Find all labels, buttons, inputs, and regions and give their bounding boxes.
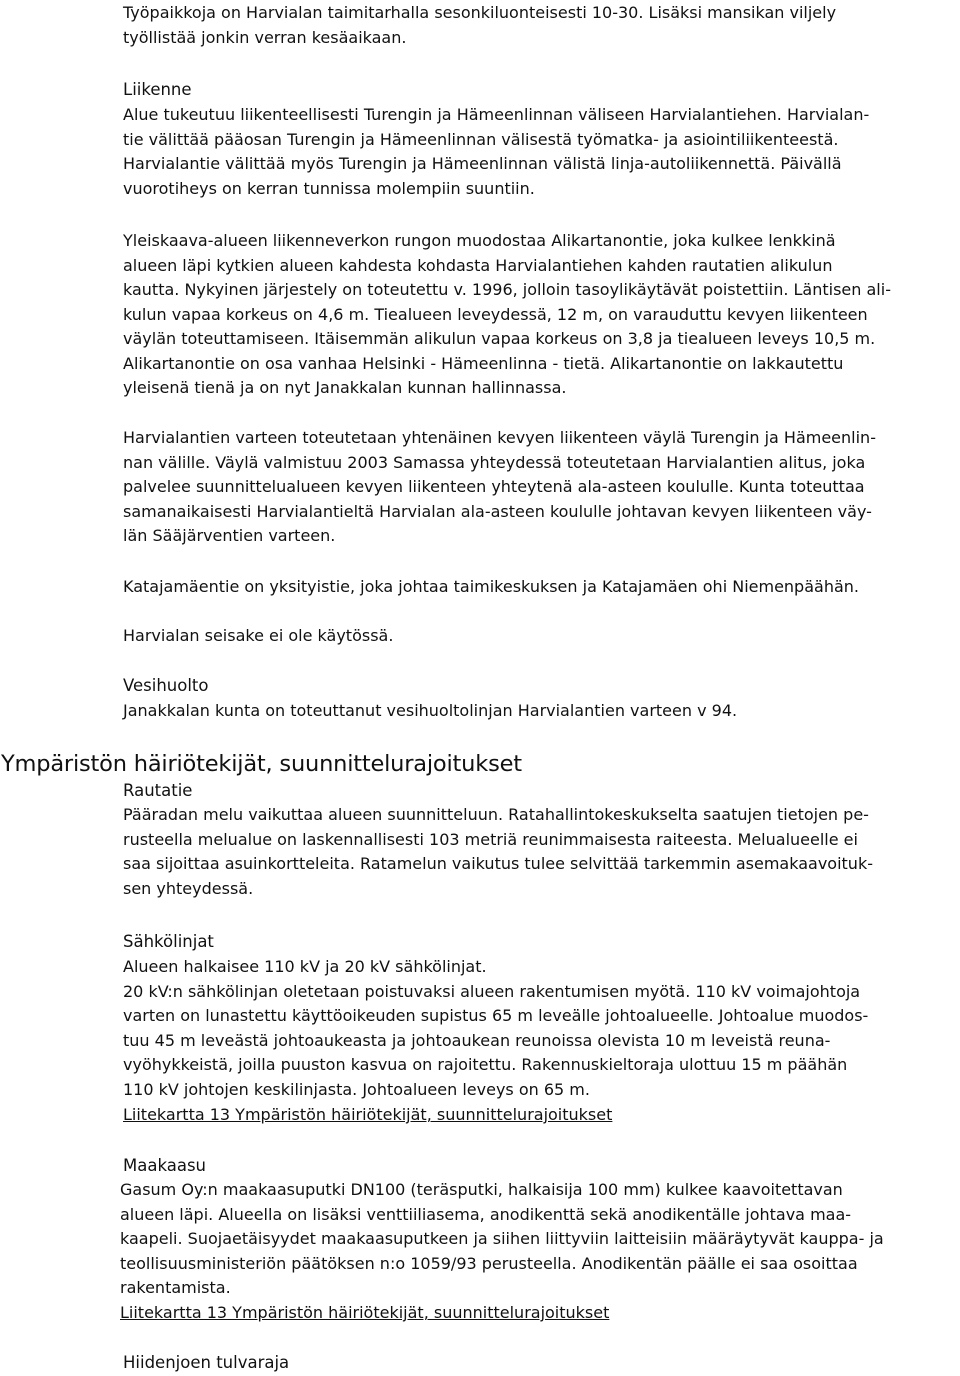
liitekartta-link-1[interactable]: Liitekartta 13 Ympäristön häiriötekijät, suunnittelurajoitukset xyxy=(123,1105,613,1124)
p-maakaasu: Gasum Oy:n maakaasuputki DN100 (teräsputki, halkaisija 100 mm) kulkee kaavoitettavan alueen läpi. Alueella on lisäksi venttiiliasema, anodikenttä sekä anodikentälle johtava maa- kaapeli. Suojaetäisyydet maakaasuputkeen ja siihen liittyviin laitteisiin määräytyvät kauppa- ja teollisuusministeriön päätöksen n:o 1059/93 perusteella. Anodikentän päälle ei saa osoittaa rakentamista. xyxy=(120,1180,884,1297)
rautatie-heading: Rautatie xyxy=(123,781,193,800)
hiidenjoki-heading: Hiidenjoen tulvaraja xyxy=(123,1353,290,1372)
maakaasu-heading: Maakaasu xyxy=(123,1156,206,1175)
p-sahkolinjat: Alueen halkaisee 110 kV ja 20 kV sähkölinjat. 20 kV:n sähkölinjan oletetaan poistuvaksi alueen rakentumisen myötä. 110 kV voimajohtoja varten on lunastettu käyttöoikeuden supistus 65 m leveälle johtoalueelle. Johtoalue muodos- tuu 45 m leveästä johtoaukeasta ja johtoaukean reunoissa olevista 10 m leveistä reuna- vyöhykkeistä, joilla puuston kasvua on rajoitettu. Rakennuskieltoraja ulottuu 15 m päähän 110 kV johtojen keskilinjasta. Johtoalueen leveys on 65 m. xyxy=(123,957,869,1099)
p-katajamaentie: Katajamäentie on yksityistie, joka johtaa taimikeskuksen ja Katajamäen ohi Niemenpäähän. xyxy=(123,577,859,596)
p-seisake: Harvialan seisake ei ole käytössä. xyxy=(123,626,394,645)
p-liikenne: Alue tukeutuu liikenteellisesti Turengin ja Hämeenlinnan väliseen Harvialantiehen. Harvialan- tie välittää pääosan Turengin ja Hämeenlinnan välisestä työmatka- ja asiointiliikenteestä. Harvialantie välittää myös Turengin ja Hämeenlinnan välistä linja-autoliikennettä. Päivällä vuorotiheys on kerran tunnissa molempiin suuntiin. xyxy=(123,105,870,198)
vesihuolto-heading: Vesihuolto xyxy=(123,676,209,695)
p-kevyt-liikenne: Harvialantien varteen toteutetaan yhtenäinen kevyen liikenteen väylä Turengin ja Hämeenlin- nan välille. Väylä valmistuu 2003 Samassa yhteydessä toteutetaan Harvialantien alitus, joka palvelee suunnittelualueen kevyen liikenteen yhteytenä ala-asteen koululle. Kunta toteuttaa samanaikaisesti Harvialantieltä Harvialan ala-asteen koululle johtavan kevyen liikenteen väy- län Sääjärventien varteen. xyxy=(123,428,876,545)
p-vesihuolto: Janakkalan kunta on toteuttanut vesihuoltolinjan Harvialantien varteen v 94. xyxy=(123,701,738,720)
p-tyopaikat: Työpaikkoja on Harvialan taimitarhalla sesonkiluonteisesti 10-30. Lisäksi mansikan viljely työllistää jonkin verran kesäaikaan. xyxy=(123,3,837,47)
p-rautatie: Pääradan melu vaikuttaa alueen suunnitteluun. Ratahallintokeskukselta saatujen tietojen pe- rusteella melualue on laskennallisesti 103 metriä reunimmaisesta raiteesta. Melualueelle ei saa sijoittaa asuinkortteleita. Ratamelun vaikutus tulee selvittää tarkemmin asemakaavoituk- sen yhteydessä. xyxy=(123,805,873,898)
liitekartta-link-2[interactable]: Liitekartta 13 Ympäristön häiriötekijät, suunnittelurajoitukset xyxy=(120,1303,610,1322)
liikenne-heading: Liikenne xyxy=(123,80,192,99)
section-title: Ympäristön häiriötekijät, suunnittelurajoitukset xyxy=(1,751,522,777)
sahkolinjat-heading: Sähkölinjat xyxy=(123,932,214,951)
p-alikartanontie: Yleiskaava-alueen liikenneverkon rungon muodostaa Alikartanontie, joka kulkee lenkkinä alueen läpi kytkien alueen kahdesta kohdasta Harvialantiehen kahden rautatien alikulun kautta. Nykyinen järjestely on toteutettu v. 1996, jolloin tasoylikäytävät poistettiin. Läntisen ali- kulun vapaa korkeus on 4,6 m. Tiealueen leveydessä, 12 m, on varauduttu kevyen liikenteen väylän toteuttamiseen. Itäisemmän alikulun vapaa korkeus on 3,8 ja tiealueen leveys 10,5 m. Alikartanontie on osa vanhaa Helsinki - Hämeenlinna - tietä. Alikartanontie on lakkautettu yleisenä tienä ja on nyt Janakkalan kunnan hallinnassa. xyxy=(123,231,891,397)
